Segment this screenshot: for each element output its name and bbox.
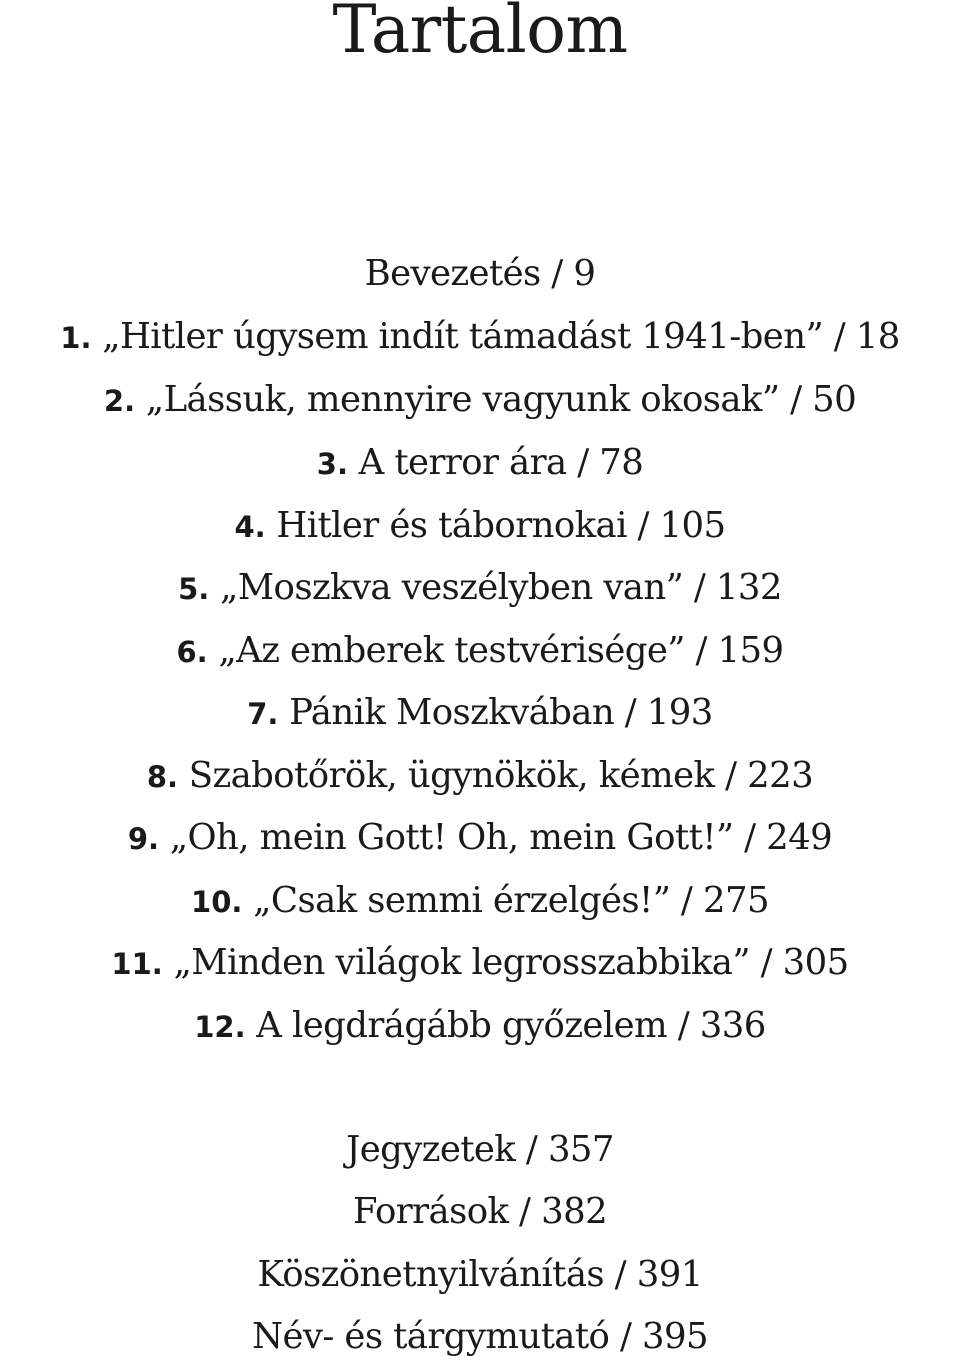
chapter-number: 11. <box>111 947 163 981</box>
toc-entry-chapter-5[interactable] <box>0 566 960 611</box>
chapter-title: „Hitler úgysem indít támadást 1941-ben” / 18 <box>102 316 900 357</box>
toc-entry-introduction[interactable] <box>0 252 960 296</box>
chapter-title: Hitler és tábornokai / 105 <box>276 505 726 546</box>
toc-entry-text: Név- és tárgymutató / 395 <box>252 1316 708 1357</box>
chapter-title: „Moszkva veszélyben van” / 132 <box>220 567 782 608</box>
toc-entry-chapter-1[interactable] <box>0 315 960 360</box>
toc-entry-chapter-4[interactable] <box>0 504 960 549</box>
toc-entry-notes[interactable] <box>0 1128 960 1172</box>
toc-entry-chapter-8[interactable] <box>0 754 960 799</box>
toc-entry-chapter-6[interactable] <box>0 629 960 674</box>
chapter-number: 9. <box>127 822 160 856</box>
chapter-title: Pánik Moszkvában / 193 <box>289 692 713 733</box>
chapter-number: 1. <box>60 321 92 355</box>
toc-entry-text: Jegyzetek / 357 <box>346 1129 614 1170</box>
chapter-number: 8. <box>146 760 179 794</box>
toc-entry-chapter-11[interactable] <box>0 941 960 986</box>
toc-entry-chapter-10[interactable] <box>0 879 960 924</box>
chapter-number: 4. <box>234 510 266 544</box>
toc-entry-text: Köszönetnyilvánítás / 391 <box>257 1254 703 1295</box>
chapter-number: 3. <box>316 447 348 481</box>
chapter-number: 5. <box>178 572 210 606</box>
chapter-title: „Lássuk, mennyire vagyunk okosak” / 50 <box>145 379 857 420</box>
toc-entry-chapter-3[interactable] <box>0 441 960 486</box>
toc-entry-acknowledgements[interactable] <box>0 1253 960 1297</box>
toc-entry-index[interactable] <box>0 1315 960 1359</box>
chapter-title: „Csak semmi érzelgés!” / 275 <box>253 880 769 921</box>
chapter-title: „Az emberek testvérisége” / 159 <box>218 630 784 671</box>
toc-entry-text: Bevezetés / 9 <box>364 253 596 294</box>
chapter-number: 7. <box>247 697 279 731</box>
toc-entry-text: Források / 382 <box>352 1191 608 1232</box>
chapter-title: „Oh, mein Gott! Oh, mein Gott!” / 249 <box>169 817 833 858</box>
toc-entry-chapter-9[interactable] <box>0 816 960 861</box>
chapter-title: Szabotőrök, ügynökök, kémek / 223 <box>188 755 814 796</box>
chapter-title: „Minden világok legrosszabbika” / 305 <box>173 942 849 983</box>
chapter-number: 2. <box>103 384 136 418</box>
chapter-number: 12. <box>194 1010 246 1044</box>
toc-entry-chapter-2[interactable] <box>0 378 960 423</box>
toc-entry-chapter-7[interactable] <box>0 691 960 736</box>
chapter-number: 6. <box>176 635 208 669</box>
toc-entry-sources[interactable] <box>0 1190 960 1234</box>
page-title: Tartalom <box>332 0 628 68</box>
chapter-number: 10. <box>191 885 243 919</box>
chapter-title: A legdrágább győzelem / 336 <box>256 1005 766 1046</box>
chapter-title: A terror ára / 78 <box>358 442 644 483</box>
toc-entry-chapter-12[interactable] <box>0 1004 960 1049</box>
